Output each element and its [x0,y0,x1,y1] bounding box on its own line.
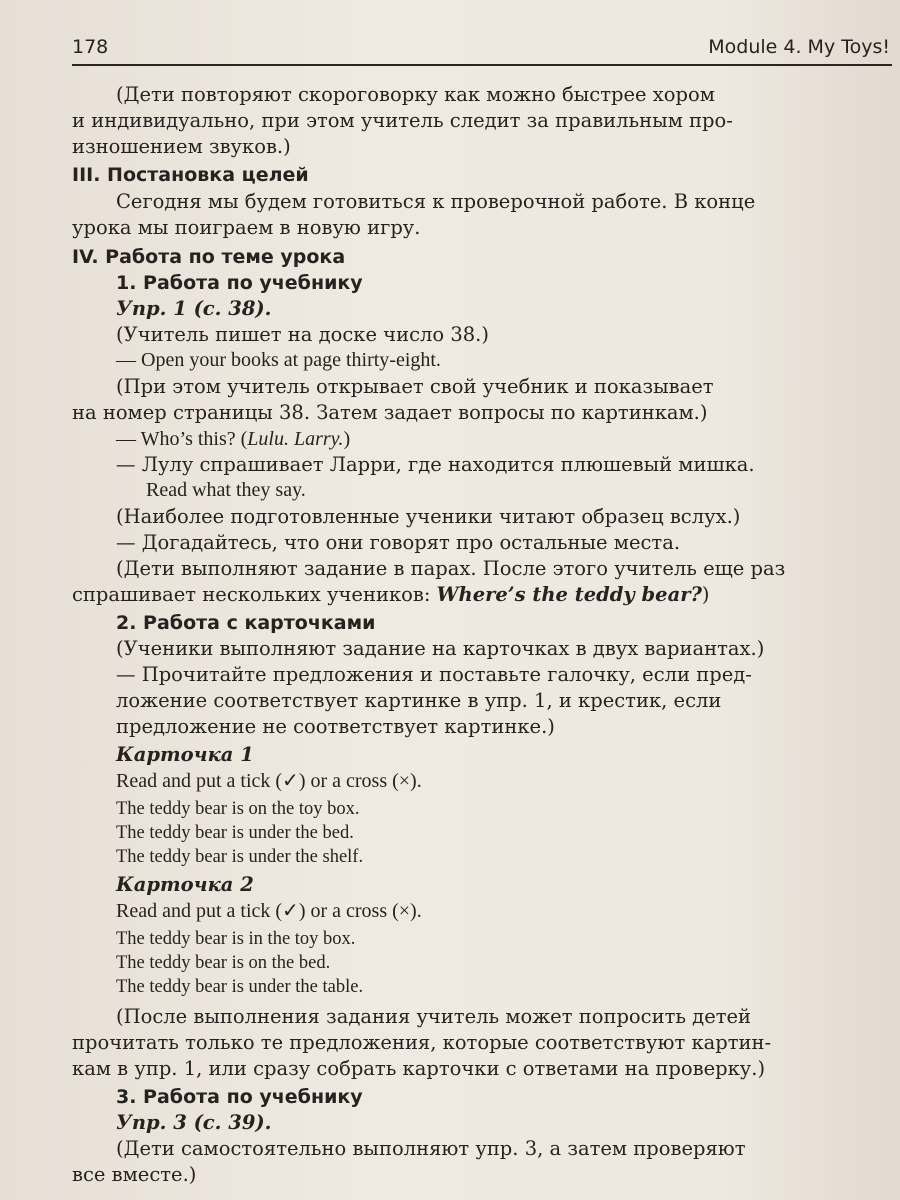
card-sentence: The teddy bear is under the table. [116,977,364,997]
card-title: Карточка 2 [116,873,254,896]
text-line: изношением звуков.) [72,135,291,158]
text-line: ложение соответствует картинке в упр. 1, и крестик, если [116,689,722,712]
text-line: (Дети выполняют задание в парах. После этого учитель еще раз [116,557,786,580]
text-line: на номер страницы 38. Затем задает вопросы по картинкам.) [72,401,708,424]
italic-span: Where’s the teddy bear? [436,583,702,606]
text-line: (При этом учитель открывает свой учебник и показывает [116,375,714,398]
text-line: (Наиболее подготовленные ученики читают образец вслух.) [116,505,741,528]
card-instruction: Read and put a tick (✓) or a cross (×). [116,900,422,922]
exercise-ref: Упр. 1 (с. 38). [116,297,272,320]
text-line: прочитать только те предложения, которые соответствуют картин- [72,1031,772,1054]
exercise-ref: Упр. 3 (с. 39). [116,1111,272,1134]
text-line: Сегодня мы будем готовиться к проверочной работе. В конце [116,190,756,213]
text-line: (Дети самостоятельно выполняют упр. 3, а затем проверяют [116,1137,746,1160]
section-heading: III. Постановка целей [72,164,309,186]
card-instruction: Read and put a tick (✓) or a cross (×). [116,770,422,792]
text-span: — Who’s this? ( [116,428,248,450]
english-line: Read what they say. [146,479,306,501]
card-sentence: The teddy bear is on the toy box. [116,799,360,819]
text-line: урока мы поиграем в новую игру. [72,216,421,239]
text-span: ) [701,583,710,606]
card-title: Карточка 1 [116,743,254,766]
page-number: 178 [72,36,109,58]
text-line: предложение не соответствует картинке.) [116,715,555,738]
card-sentence: The teddy bear is in the toy box. [116,929,356,949]
page-header [72,36,892,64]
subsection-heading: 2. Работа с карточками [116,612,376,634]
text-line: — Прочитайте предложения и поставьте галочку, если пред- [116,663,752,686]
text-line: — Догадайтесь, что они говорят про остальные места. [116,531,681,554]
text-line: все вместе.) [72,1163,197,1186]
text-line: (Ученики выполняют задание на карточках в двух вариантах.) [116,637,765,660]
header-rule [72,64,892,66]
english-line: — Open your books at page thirty-eight. [116,349,441,371]
section-heading: IV. Работа по теме урока [72,246,346,268]
text-line: и индивидуально, при этом учитель следит за правильным про- [72,109,733,132]
english-line [116,426,350,452]
text-line: кам в упр. 1, или сразу собрать карточки с ответами на проверку.) [72,1057,766,1080]
text-line [72,582,710,608]
italic-span: Lulu. Larry. [247,428,344,450]
card-sentence: The teddy bear is under the shelf. [116,847,364,867]
text-line: (Дети повторяют скороговорку как можно быстрее хором [116,83,715,106]
subsection-heading: 1. Работа по учебнику [116,272,363,294]
module-title: Module 4. My Toys! [708,36,890,58]
text-line: (После выполнения задания учитель может попросить детей [116,1005,752,1028]
text-line: (Учитель пишет на доске число 38.) [116,323,489,346]
text-span: спрашивает нескольких учеников: [72,583,437,606]
text-line: — Лулу спрашивает Ларри, где находится плюшевый мишка. [116,453,755,476]
subsection-heading: 3. Работа по учебнику [116,1086,363,1108]
card-sentence: The teddy bear is under the bed. [116,823,354,843]
text-span: ) [343,428,351,450]
card-sentence: The teddy bear is on the bed. [116,953,331,973]
